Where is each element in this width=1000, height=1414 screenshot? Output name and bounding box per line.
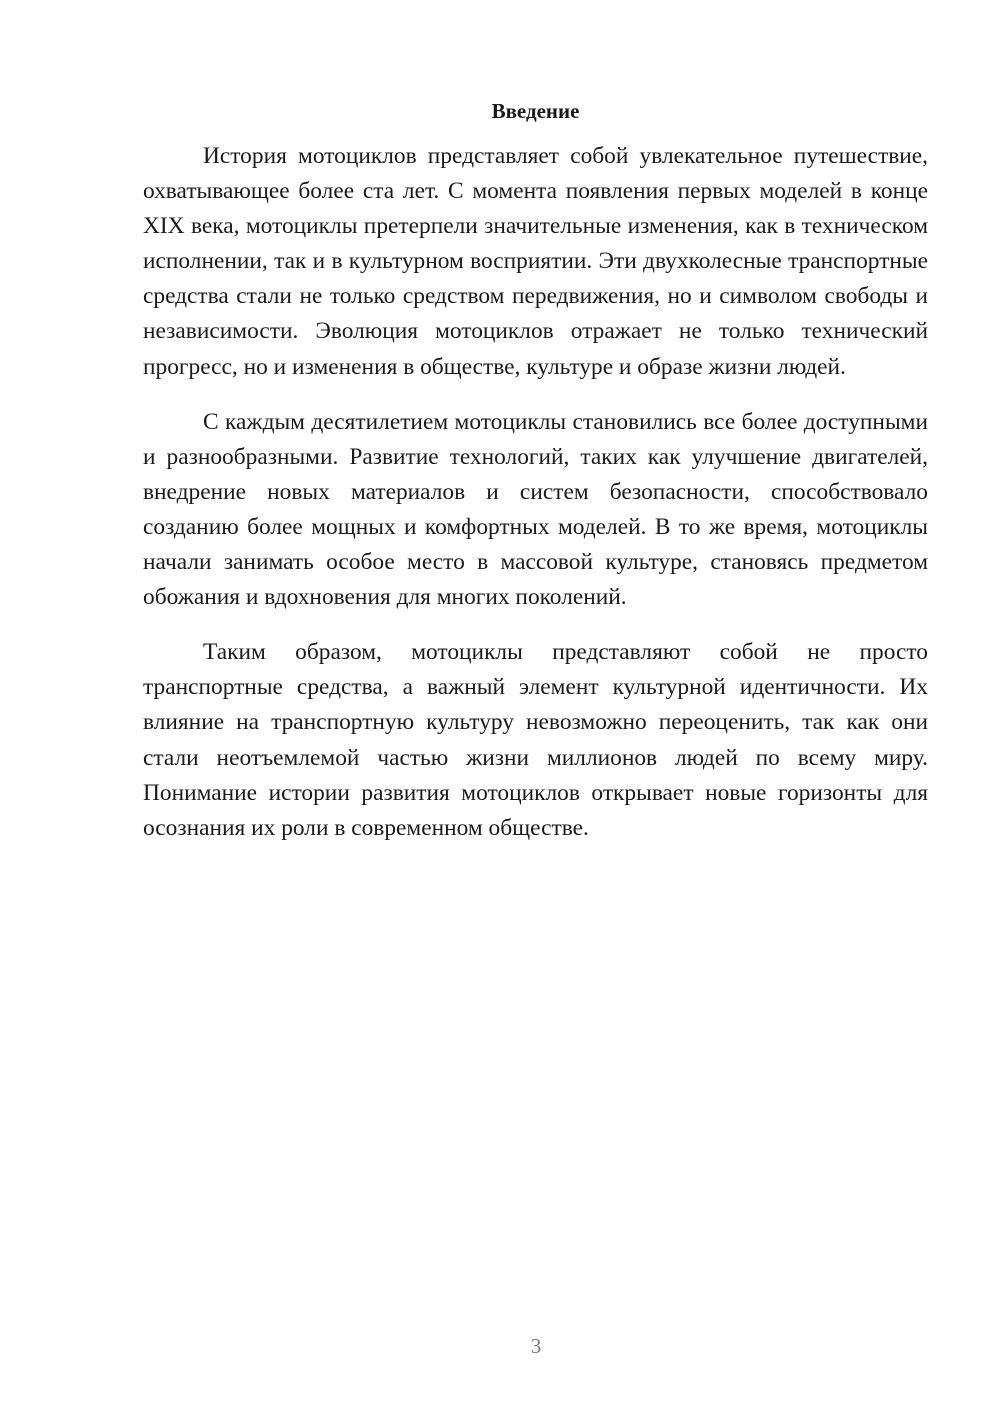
- page-number: 3: [530, 1334, 542, 1358]
- section-heading: Введение: [491, 99, 580, 123]
- paragraph-3: Таким образом, мотоциклы представляют собой не просто транспортные средства, а важный элемент культурной идентичности. Их влияние на транспортную культуру невозможно переоценить, так как они стали неотъемлемой частью жизни миллионов людей по всему миру. Понимание истории развития мотоциклов открывает новые горизонты для осознания их роли в современном обществе.: [143, 639, 928, 841]
- paragraph-1: История мотоциклов представляет собой увлекательное путешествие, охватывающее более ста лет. С момента появления первых моделей в конце XIX века, мотоциклы претерпели значительные изменения, как в техническом исполнении, так и в культурном восприятии. Эти двухколесные транспортные средства стали не только средством передвижения, но и символом свободы и независимости. Эволюция мотоциклов отражает не только технический прогресс, но и изменения в обществе, культуре и образе жизни людей.: [143, 143, 928, 380]
- page-content: [143, 96, 928, 866]
- paragraph-2: С каждым десятилетием мотоциклы становились все более доступными и разнообразными. Развитие технологий, таких как улучшение двигателей, внедрение новых материалов и систем безопасности, способствовало созданию более мощных и комфортных моделей. В то же время, мотоциклы начали занимать особое место в массовой культуре, становясь предметом обожания и вдохновения для многих поколений.: [143, 408, 928, 611]
